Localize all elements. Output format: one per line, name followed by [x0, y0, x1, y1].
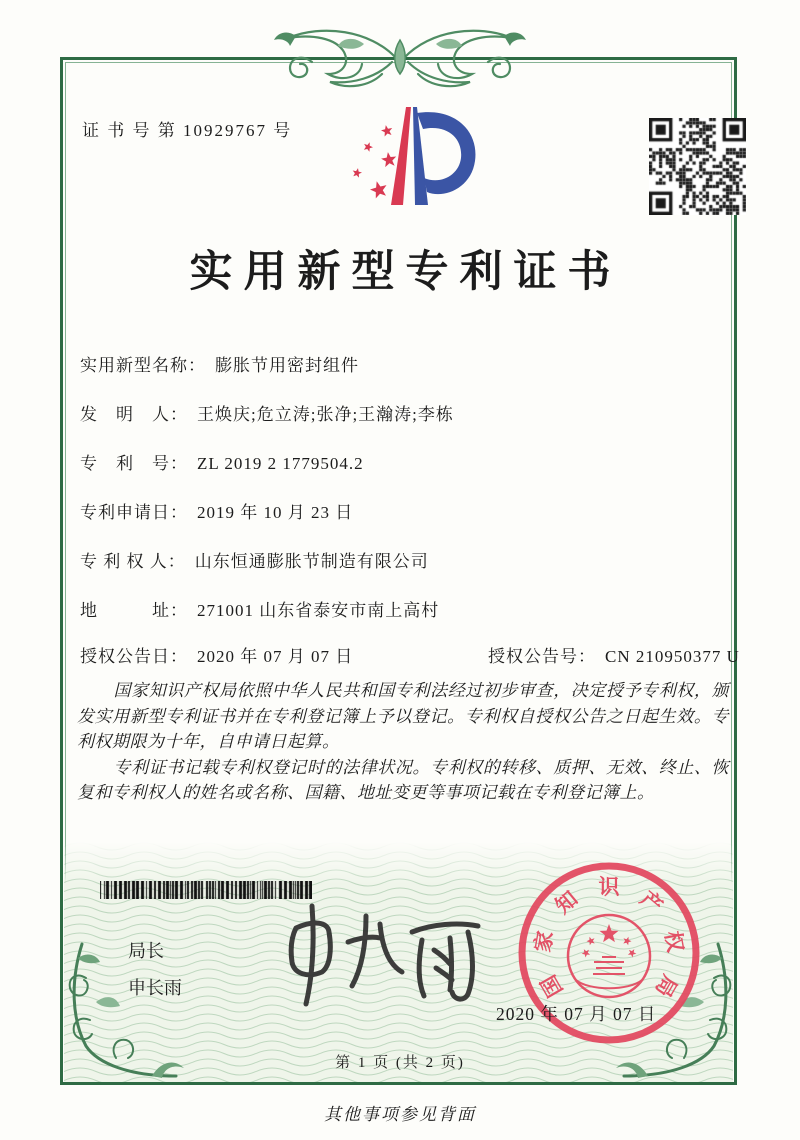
field-row-patentee [80, 547, 429, 572]
field-row-grant-number [488, 642, 740, 667]
field-row-address [80, 596, 439, 621]
certificate-title: 实用新型专利证书 [189, 249, 622, 296]
field-row-filing-date [80, 498, 353, 523]
cnipa-logo-icon [335, 101, 485, 238]
field-row-grant [80, 642, 740, 667]
field-value: 271001 山东省泰安市南上高村 [197, 601, 440, 620]
seal-char: 局 [650, 970, 682, 1002]
seal-char: 识 [598, 875, 620, 899]
field-value: 2019 年 10 月 23 日 [197, 503, 354, 522]
field-label: 专利申请日： [80, 503, 188, 522]
field-label: 发 明 人： [80, 405, 188, 424]
field-label: 实用新型名称： [80, 356, 206, 375]
barcode-icon [100, 881, 312, 899]
field-value: 2020 年 07 月 07 日 [197, 647, 354, 666]
field-value: 王焕庆;危立涛;张净;王瀚涛;李栋 [197, 405, 454, 424]
legal-text [77, 678, 729, 806]
field-value: CN 210950377 U [605, 647, 740, 666]
field-label: 地 址： [80, 601, 188, 620]
seal-char: 国 [536, 970, 568, 1002]
legal-paragraph-2: 专利证书记载专利权登记时的法律状况。专利权的转移、质押、无效、终止、恢复和专利权人的姓名或名称、国籍、地址变更等事项记载在专利登记簿上。 [77, 757, 729, 802]
field-row-patent-number [80, 449, 364, 474]
field-value: ZL 2019 2 1779504.2 [197, 454, 364, 473]
back-side-note: 其他事项参见背面 [324, 1105, 476, 1124]
signer-title: 局长 [128, 941, 164, 961]
field-label: 授权公告日： [80, 647, 188, 666]
seal-char: 知 [550, 886, 583, 919]
certificate-number: 证 书 号 第 10929767 号 [82, 121, 293, 140]
commissioner-signature [262, 898, 492, 1013]
seal-date: 2020 年 07 月 07 日 [496, 1004, 657, 1024]
field-label: 专 利 权 人： [80, 552, 186, 571]
qr-code-icon [649, 118, 746, 215]
top-border-ornament [270, 22, 530, 111]
field-row-name [80, 351, 359, 376]
seal-char: 权 [660, 929, 688, 954]
field-label: 专 利 号： [80, 454, 188, 473]
page-number: 第 1 页 (共 2 页) [335, 1055, 465, 1071]
signer-name: 申长雨 [128, 978, 182, 998]
seal-char: 家 [530, 929, 558, 954]
field-value: 山东恒通膨胀节制造有限公司 [194, 552, 429, 571]
signer-block [128, 933, 182, 1007]
legal-paragraph-1: 国家知识产权局依照中华人民共和国专利法经过初步审查，决定授予专利权，颁发实用新型专利证书并在专利登记簿上予以登记。专利权自授权公告之日起生效。专利权期限为十年，自申请日起算。 [77, 681, 729, 751]
field-label: 授权公告号： [488, 647, 596, 666]
field-row-inventors [80, 400, 454, 425]
seal-char: 产 [635, 886, 668, 919]
field-value: 膨胀节用密封组件 [215, 356, 359, 375]
